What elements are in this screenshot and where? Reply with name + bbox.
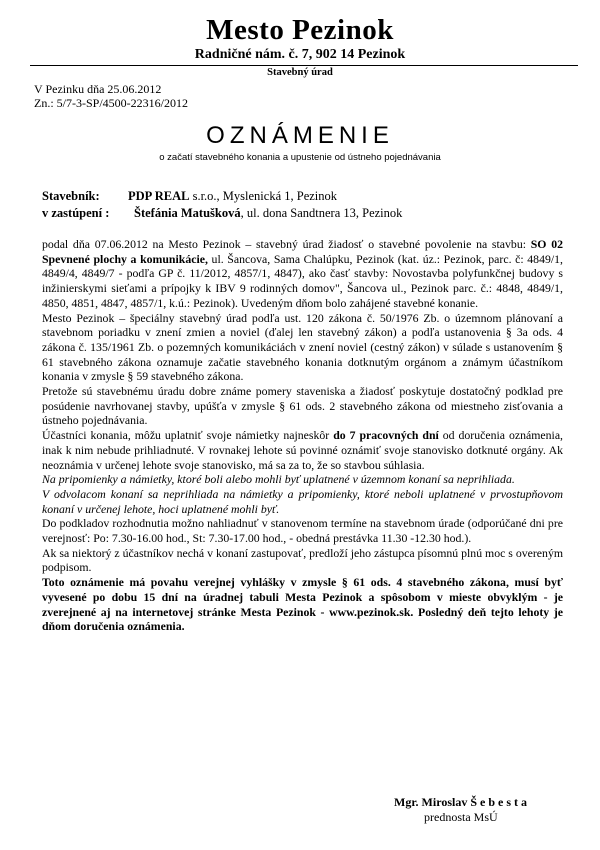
builder-name: PDP REAL bbox=[128, 189, 190, 203]
municipality-address: Radničné nám. č. 7, 902 14 Pezinok bbox=[194, 47, 406, 62]
builder-line bbox=[42, 189, 337, 204]
paragraph-office-hours: Do podkladov rozhodnutia možno nahliadnuť v stanovenom termíne na stavebnom úrade (odporúčané dni pre verejnosť: Po: 7.30-16.00 hod., St: 7.30-17.00 hod., - obedná prestávka 11.30 -12.30 hod.). bbox=[42, 516, 563, 546]
paragraph-text: podal dňa 07.06.2012 na Mesto Pezinok – stavebný úrad žiadosť o stavebné povolenie na stavbu: bbox=[42, 237, 531, 251]
paragraph-territorial-objections: Na pripomienky a námietky, ktoré boli alebo mohli byť uplatnené v územnom konaní sa neprihliada. bbox=[42, 472, 515, 487]
paragraph-legal-basis: Mesto Pezinok – špeciálny stavebný úrad podľa ust. 120 zákona č. 50/1976 Zb. o územnom plánovaní a stavebnom poriadku v znení zmien a noviel (ďalej len stavebný zákon) a podľa ustanovenia § 3a ods. 4 zákona č. 135/1961 Zb. o pozemných komunikáciách v znení noviel (cestný zákon) v súlade s ustanovením § 61 stavebného zákona oznamuje začatie stavebného konania dotknutým orgánom a známym účastníkom konania v zmysle § 59 stavebného zákona. bbox=[42, 310, 563, 384]
paragraph-application bbox=[42, 237, 563, 311]
paragraph-text: Účastníci konania, môžu uplatniť svoje námietky najneskôr bbox=[42, 428, 334, 443]
representative-name: Štefánia Matušková bbox=[134, 206, 241, 220]
document-subtitle: o začatí stavebného konania a upustenie od ústneho pojednávania bbox=[159, 152, 441, 163]
builder-label: Stavebník: bbox=[42, 189, 100, 203]
notice-body bbox=[42, 237, 563, 634]
municipality-title: Mesto Pezinok bbox=[206, 14, 394, 46]
signatory-name: Mgr. Miroslav Š e b e s t a bbox=[394, 795, 527, 809]
reference-number: Zn.: 5/7-3-SP/4500-22316/2012 bbox=[34, 96, 189, 110]
document-title: OZNÁMENIE bbox=[206, 122, 394, 149]
paragraph-text: od doručenia oznámenia, inak k nim nebude prihliadnuté. V rovnakej lehote sú povinné oznámiť svoje stanovisko dotknuté orgány. Ak neoznámia v určenej lehote svoje stanovisko, má sa za to, že so stavbou súhlasia. bbox=[42, 428, 563, 472]
representative-address: , ul. dona Sandtnera 13, Pezinok bbox=[240, 206, 403, 220]
paragraph-no-hearing: Pretože sú stavebnému úradu dobre známe pomery staveniska a žiadosť poskytuje dostatočný podklad pre posúdenie navrhovanej stavby, upúšťa v zmysle § 61 ods. 2 stavebného zákona od miestneho zisťovania a ústneho pojednávania. bbox=[42, 384, 563, 428]
paragraph-deadline bbox=[42, 428, 563, 472]
signature-block bbox=[380, 795, 580, 825]
document-date: V Pezinku dňa 25.06.2012 bbox=[34, 82, 162, 96]
builder-address: s.r.o., Myslenická 1, Pezinok bbox=[189, 189, 338, 203]
paragraph-text: ul. Šancova, Sama Chalúpku, Pezinok (kat. úz.: Pezinok, parc. č: 4849/1, 4849/4, 4849/7 - podľa GP č. 11/2012, 4857/1, 4847), ako časť stavby: Novostavba polyfunkčnej budovy s inžinierskymi sieťami a prípojky k IBV 9 rodinných domov", Šancova ul., Pezinok parc. č.: 4848, 4849/1, 4850, 4851, 4847, 4857/1, k.ú.: Pezinok). Uvedeným dňom bolo zahájené stavebné konanie. bbox=[42, 251, 564, 310]
paragraph-public-notice: Toto oznámenie má povahu verejnej vyhlášky v zmysle § 61 ods. 4 stavebného zákona, musí byť vyvesené po dobu 15 dní na úradnej tabuli Mesta Pezinok a spôsobom v mieste obvyklým - je zverejnené aj na internetovej stránke Mesta Pezinok - www.pezinok.sk. Posledný deň tejto lehoty je dňom doručenia oznámenia. bbox=[42, 575, 563, 634]
paragraph-representation: Ak sa niektorý z účastníkov nechá v konaní zastupovať, predloží jeho zástupca písomnú plnú moc s overeným podpisom. bbox=[42, 545, 564, 575]
header-divider bbox=[30, 65, 578, 66]
representative-line bbox=[42, 206, 402, 221]
paragraph-appeal-objections: V odvolacom konaní sa neprihliada na námietky a pripomienky, ktoré neboli uplatnené v prvostupňovom konaní v určenej lehote, hoci uplatnené mohli byť. bbox=[42, 486, 563, 516]
deadline-text: do 7 pracovných dní bbox=[333, 428, 439, 443]
project-name: SO 02 Spevnené plochy a komunikácie, bbox=[42, 237, 563, 266]
representative-label: v zastúpení : bbox=[42, 206, 110, 220]
office-name: Stavebný úrad bbox=[267, 67, 333, 78]
signatory-role: prednosta MsÚ bbox=[424, 810, 498, 824]
